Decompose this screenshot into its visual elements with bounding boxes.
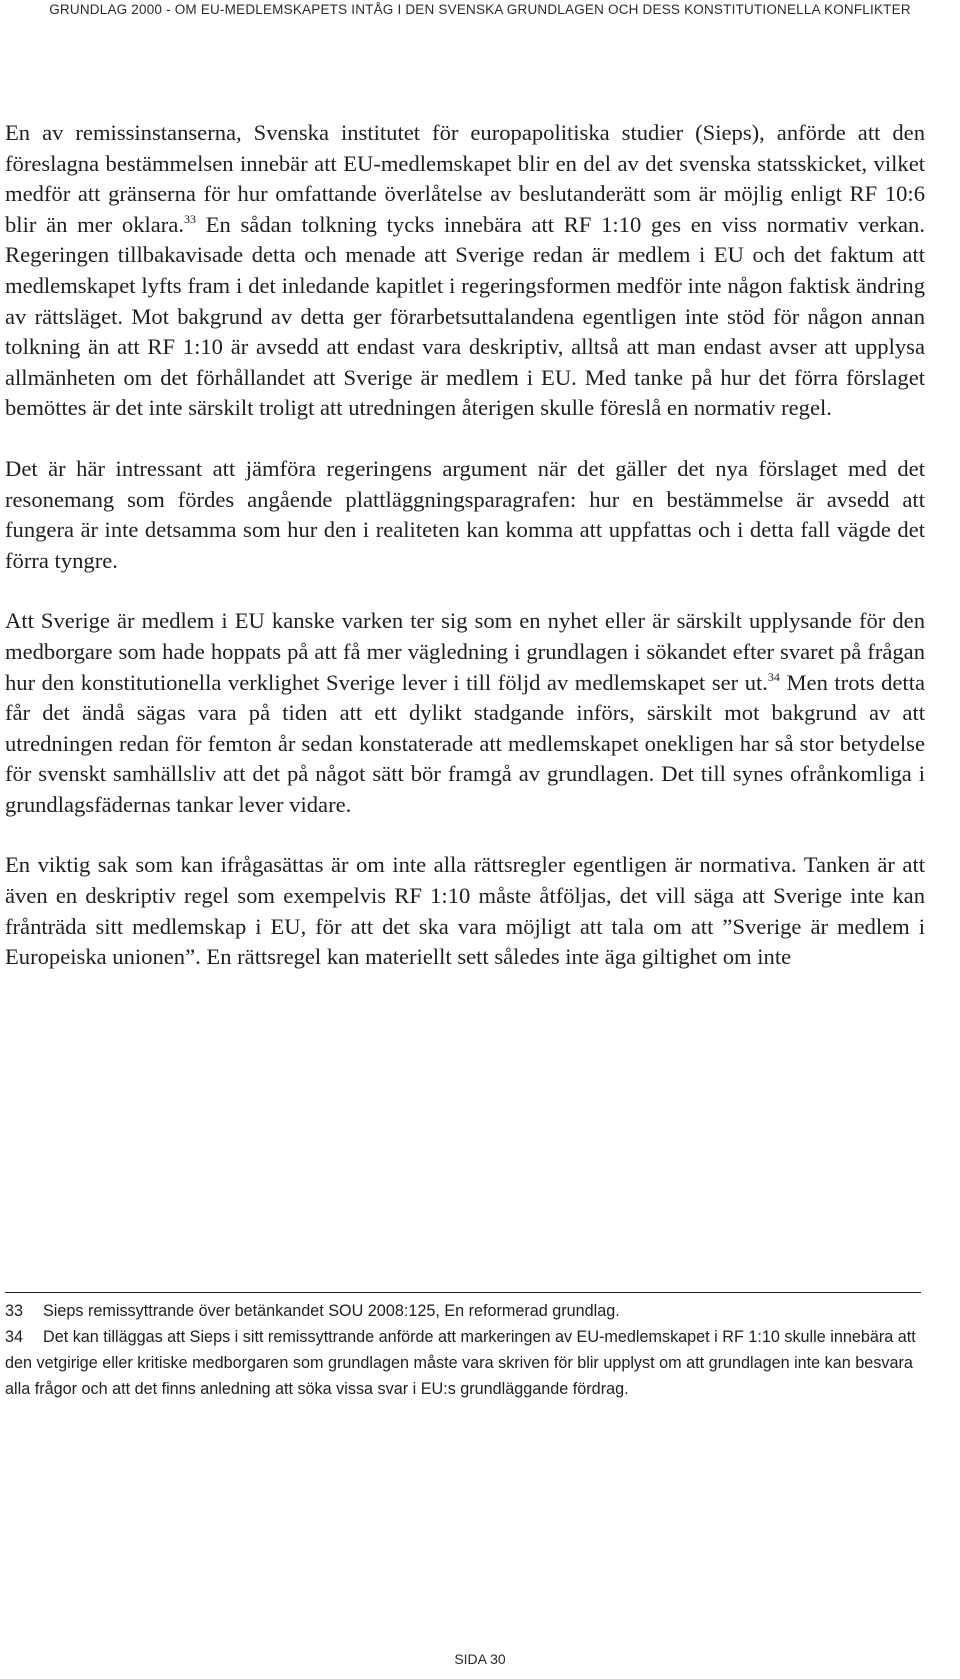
paragraph-3-part-1: Att Sverige är medlem i EU kanske varken ter sig som en nyhet eller är särskilt upplysande för den medborgare som hade hoppats på att få mer vägledning i grundlagen i sökandet efter svaret på frågan hur den konstitutionella verklighet Sverige lever i till följd av medlemskapet ser ut. — [5, 608, 925, 695]
paragraph-1-part-2: En sådan tolkning tycks innebära att RF 1:10 ges en viss normativ verkan. Regeringen tillbakavisade detta och menade att Sverige redan är medlem i EU och det faktum att medlemskapet lyfts fram i det inledande kapitlet i regeringsformen medför inte någon faktisk ändring av rättsläget. Mot bakgrund av detta ger förarbetsuttalandena egentligen inte stöd för någon annan tolkning än att RF 1:10 är avsedd att endast vara deskriptiv, alltså att man endast avser att upplysa allmänheten om det förhållandet att Sverige är medlem i EU. Med tanke på hur det förra förslaget bemöttes är det inte särskilt troligt att utredningen återigen skulle föreslå en normativ regel. — [5, 211, 926, 421]
footnote-ref-33[interactable]: 33 — [184, 211, 197, 226]
footnote-divider — [5, 1292, 921, 1293]
footnotes — [5, 1298, 925, 1402]
footnote-text: Det kan tilläggas att Sieps i sitt remissyttrande anförde att markeringen av EU-medlemskapet i RF 1:10 skulle innebära att den vetgirige eller kritiske medborgaren som grundlagen måste vara skriven för blir upplyst om att grundlagen inte kan besvara alla frågor och att det finns anledning att söka vissa svar i EU:s grundläggande fördrag. — [5, 1328, 916, 1398]
paragraph-3-part-2: Men trots detta får det ändå sägas vara på tiden att ett dylikt stadgande införs, särskilt mot bakgrund av att utredningen redan för femton år sedan konstaterade att medlemskapet onekligen har så stor betydelse för svenskt samhällsliv att det på något sätt bör framgå av grundlagen. Det till synes ofrånkomliga i grundlagsfädernas tankar lever vidare. — [5, 669, 926, 817]
footnote-ref-34[interactable]: 34 — [767, 669, 780, 684]
paragraph-1-part-1: En av remissinstanserna, Svenska institutet för europapolitiska studier (Sieps), anförde att den föreslagna bestämmelsen innebär att EU-medlemskapet blir en del av det svenska statsskicket, vilket medför att gränserna för hur omfattande överlåtelse av beslutanderätt som är möjlig enligt RF 10:6 blir än mer oklara. — [5, 120, 925, 237]
page-number: SIDA 30 — [454, 1651, 506, 1667]
footnote-number: 33 — [5, 1302, 24, 1320]
footnote-33 — [5, 1298, 925, 1324]
footnote-text: Sieps remissyttrande över betänkandet SOU 2008:125, En reformerad grundlag. — [43, 1302, 620, 1320]
main-text — [5, 118, 925, 973]
paragraph-1 — [5, 118, 925, 424]
paragraph-2: Det är här intressant att jämföra regeringens argument när det gäller det nya förslaget med det resonemang som fördes angående plattläggningsparagrafen: hur en bestämmelse är avsedd att fungera är inte detsamma som hur den i realiteten kan komma att uppfattas och i detta fall vägde det förra tyngre. — [5, 455, 925, 573]
paragraph-4: En viktig sak som kan ifrågasättas är om inte alla rättsregler egentligen är normativa. Tanken är att även en deskriptiv regel som exempelvis RF 1:10 måste åtföljas, det vill säga att Sverige inte kan frånträda sitt medlemskap i EU, för att det ska vara möjligt att tala om att ”Sverige är medlem i Europeiska unionen”. En rättsregel kan materiellt sett således inte äga giltighet om inte — [5, 852, 925, 970]
running-header: GRUNDLAG 2000 - OM EU-MEDLEMSKAPETS INTÅG I DEN SVENSKA GRUNDLAGEN OCH DESS KONSTITUTIONELLA KONFLIKTER — [49, 2, 911, 17]
footnote-34 — [5, 1324, 925, 1402]
paragraph-3 — [5, 606, 925, 820]
footnote-number: 34 — [5, 1328, 24, 1346]
